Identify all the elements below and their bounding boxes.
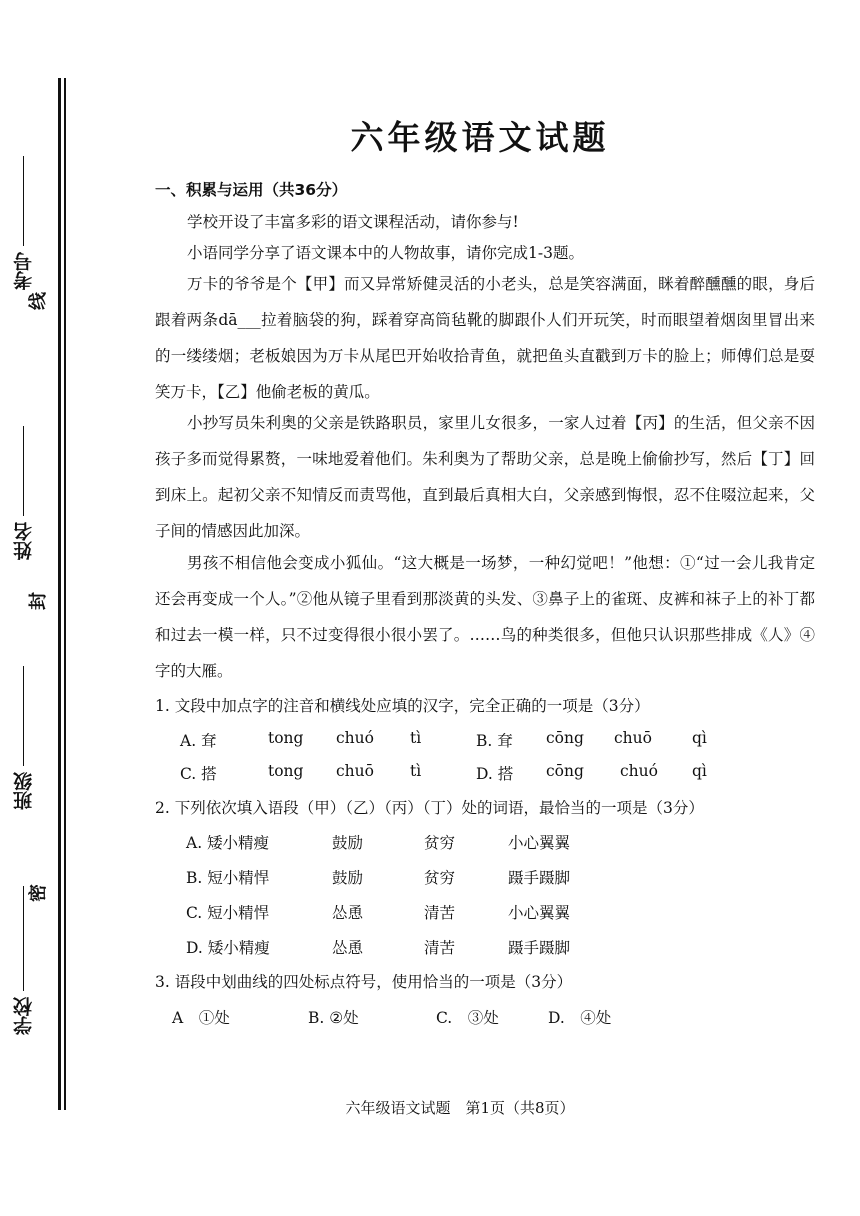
option-d-pinyin-3: qì (692, 762, 707, 780)
field-label: 姓名 (12, 522, 35, 560)
section-heading: 一、积累与运用（共36分） (155, 181, 348, 199)
option-d-pinyin-1: cōng (546, 762, 584, 780)
field-exam-number (6, 150, 40, 290)
option-d[interactable]: D. ④处 (548, 1009, 612, 1027)
passage-julio: 小抄写员朱利奥的父亲是铁路职员，家里儿女很多，一家人过着【丙】的生活，但父亲不因孩子多而觉得累赘，一味地爱着他们。朱利奥为了帮助父亲，总是晚上偷偷抄写，然后【丁】回到床上。起初父亲不知情反而责骂他，直到最后真相大白，父亲感到悔恨，忍不住啜泣起来，父子间的情感因此加深。 (155, 414, 815, 540)
field-school (6, 880, 40, 1035)
option-d-word-1[interactable]: D. 矮小精瘦 (186, 939, 270, 957)
question-2-stem: 2. 下列依次填入语段（甲）（乙）（丙）（丁）处的词语，最恰当的一项是（3分） (155, 799, 704, 817)
option-a-word-3: 贫穷 (424, 834, 456, 852)
field-label: 班级 (12, 772, 35, 810)
option-b-pinyin-1: cōng (546, 729, 584, 747)
exam-title: 六年级语文试题 (350, 118, 610, 157)
option-d-pinyin-2: chuó (620, 762, 658, 780)
option-a-word-2: 鼓励 (332, 834, 364, 852)
option-b-word-1[interactable]: B. 短小精悍 (186, 869, 270, 887)
option-a-char[interactable]: A. 耷 (180, 732, 217, 750)
question-1-stem: 1. 文段中加点字的注音和横线处应填的汉字，完全正确的一项是（3分） (155, 697, 650, 715)
field-label: 考号 (12, 252, 35, 290)
field-label: 学校 (12, 997, 35, 1035)
option-a[interactable]: A ①处 (172, 1009, 230, 1027)
question-3-stem: 3. 语段中划曲线的四处标点符号，使用恰当的一项是（3分） (155, 973, 573, 991)
option-d-word-4: 蹑手蹑脚 (508, 939, 571, 957)
option-b-word-3: 贫穷 (424, 869, 456, 887)
option-a-pinyin-3: tì (410, 729, 422, 747)
page-footer: 六年级语文试题 第1页（共8页） (345, 1099, 575, 1117)
binding-rule-inner (64, 78, 66, 1110)
option-a-pinyin-2: chuó (336, 729, 374, 747)
option-d-word-3: 清苦 (424, 939, 456, 957)
option-d-word-2: 怂恿 (332, 939, 364, 957)
option-a-pinyin-1: tong (268, 729, 304, 747)
binding-rule (58, 78, 61, 1110)
option-a-word-4: 小心翼翼 (508, 834, 571, 852)
seal-word-seal: 封 (28, 592, 49, 610)
option-c[interactable]: C. ③处 (436, 1009, 499, 1027)
seal-word-line: 线 (28, 292, 49, 310)
option-b-word-4: 蹑手蹑脚 (508, 869, 571, 887)
field-name (6, 420, 40, 560)
option-c-word-4: 小心翼翼 (508, 904, 571, 922)
fill-line (23, 156, 24, 246)
field-class (6, 660, 40, 810)
option-b-word-2: 鼓励 (332, 869, 364, 887)
option-c-pinyin-3: tì (410, 762, 422, 780)
option-b-pinyin-2: chuō (614, 729, 652, 747)
fill-line (23, 426, 24, 516)
seal-word-secret: 密 (28, 884, 49, 902)
fill-line (23, 666, 24, 766)
option-b-pinyin-3: qì (692, 729, 707, 747)
passage-nils: 男孩不相信他会变成小狐仙。“这大概是一场梦，一种幻觉吧！”他想：①“过一会儿我肯定还会再变成一个人。”②他从镜子里看到那淡黄的头发、③鼻子上的雀斑、皮裤和袜子上的补丁都和过去一模一样，只不过变得很小很小罢了。……鸟的种类很多，但他只认识那些排成《人》④字的大雁。 (155, 554, 815, 680)
option-c-word-1[interactable]: C. 短小精悍 (186, 904, 270, 922)
intro-line: 学校开设了丰富多彩的语文课程活动，请你参与! (187, 213, 519, 231)
option-c-word-3: 清苦 (424, 904, 456, 922)
option-c-pinyin-2: chuō (336, 762, 374, 780)
option-b-char[interactable]: B. 耷 (476, 732, 513, 750)
intro-line: 小语同学分享了语文课本中的人物故事，请你完成1-3题。 (187, 244, 584, 262)
option-c-pinyin-1: tong (268, 762, 304, 780)
option-c-word-2: 怂恿 (332, 904, 364, 922)
option-d-char[interactable]: D. 搭 (476, 765, 514, 783)
option-b[interactable]: B. ②处 (308, 1009, 359, 1027)
passage-wanka: 万卡的爷爷是个【甲】而又异常矫健灵活的小老头，总是笑容满面，眯着醉醺醺的眼，身后跟着两条dā___拉着脑袋的狗，踩着穿高筒毡靴的脚跟仆人们开玩笑，时而眼望着烟囱里冒出来的一缕缕烟；老板娘因为万卡从尾巴开始收拾青鱼，就把鱼头直戳到万卡的脸上；师傅们总是耍笑万卡，【乙】他偷老板的黄瓜。 (155, 275, 815, 401)
option-a-word-1[interactable]: A. 矮小精瘦 (186, 834, 270, 852)
option-c-char[interactable]: C. 搭 (180, 765, 217, 783)
